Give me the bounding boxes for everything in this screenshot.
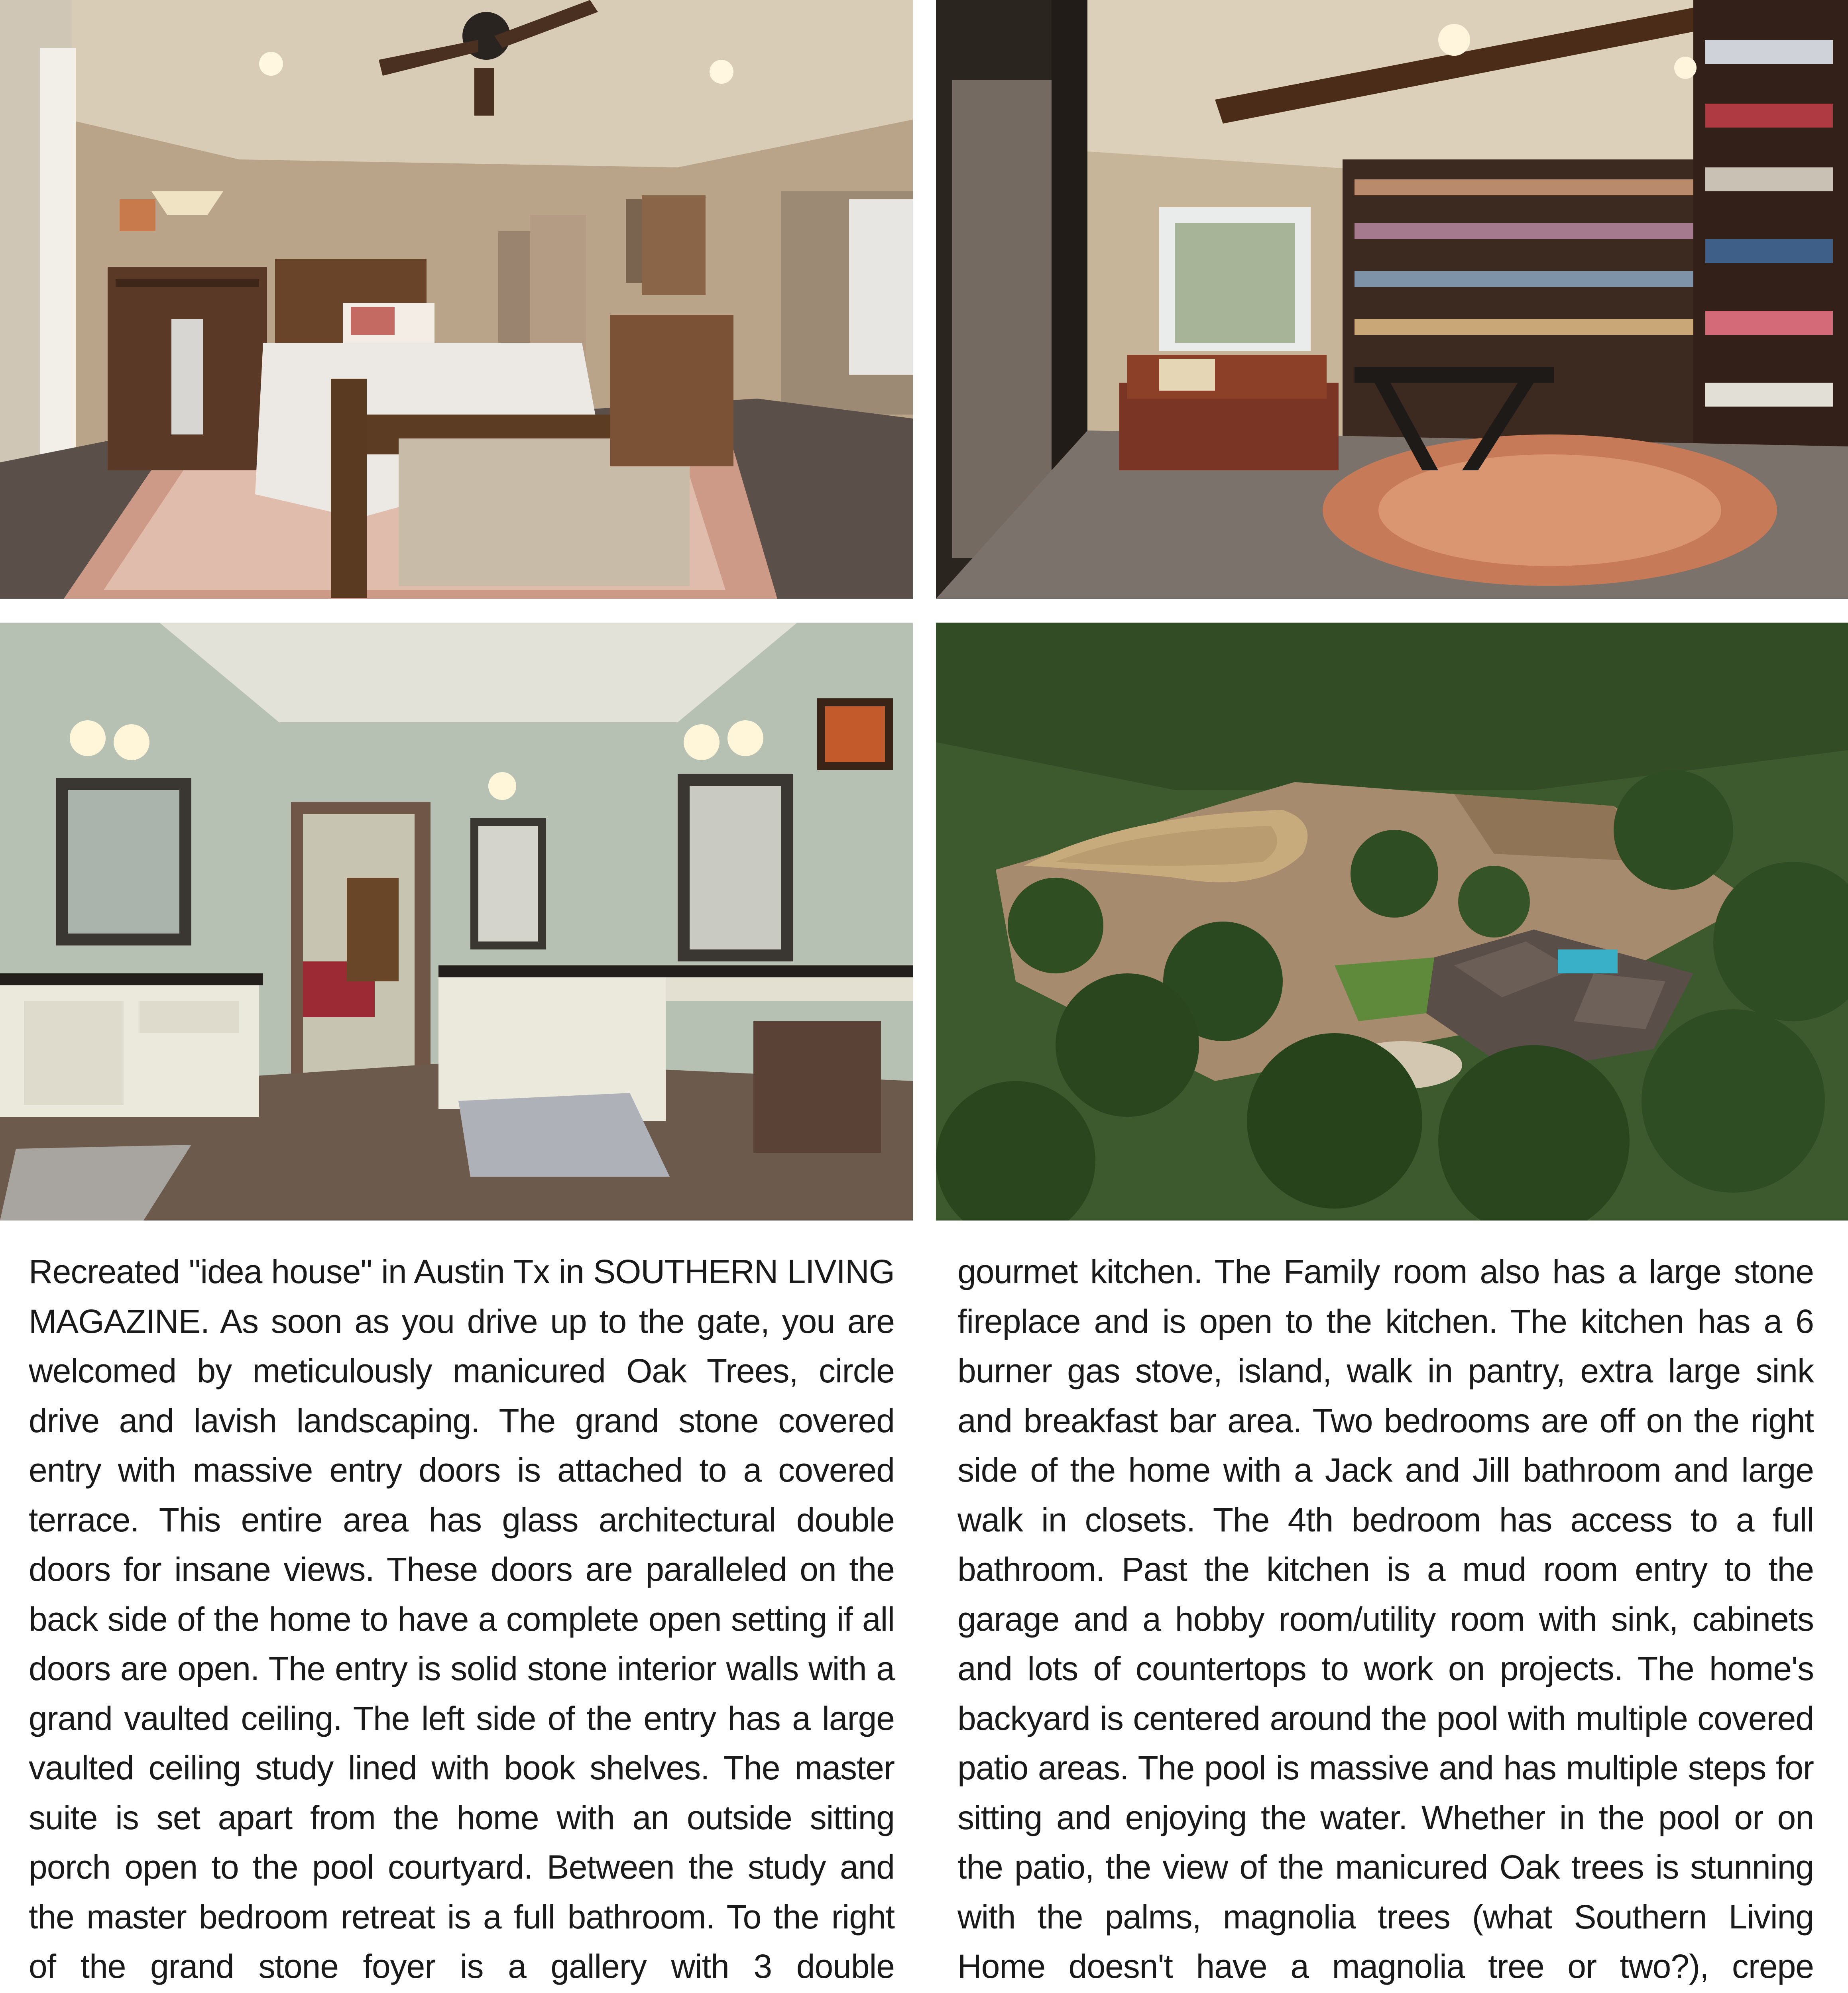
description-right-column: gourmet kitchen. The Family room also has a large stone fireplace and is open to the kitchen. The kitchen has a 6 burner gas stove, island, walk in pantry, extra large sink and breakfast bar area. Two bedrooms are off on the right side of the home with a Jack and Jill bathroom and large walk in closets. The 4th bedroom has access to a full bathroom. Past the kitchen is a mud room entry to the garage and a hobby room/utility room with sink, cabinets and lots of countertops to work on projects. The home's backyard is centered around the pool with multiple covered patio areas. The pool is massive and has multiple steps for sitting and enjoying the water. Whether in the pool or on the patio, the view of the manicured Oak trees is stunning with the palms, magnolia trees (what Southern Living Home doesn't have a magnolia tree or two?), crepe	[957, 1253, 1814, 1985]
aerial-property-photo	[936, 623, 1848, 1221]
bedroom-photo	[0, 0, 913, 599]
description-left-column: Recreated "idea house" in Austin Tx in SOUTHERN LIVING MAGAZINE. As soon as you drive up to the gate, you are welcomed by meticulously manicured Oak Trees, circle drive and lavish landscaping. The grand stone covered entry with massive entry doors is attached to a covered terrace. This entire area has glass architectural double doors for insane views. These doors are paralleled on the back side of the home to have a complete open setting if all doors are open. The entry is solid stone interior walls with a grand vaulted ceiling. The left side of the entry has a large vaulted ceiling study lined with book shelves. The master suite is set apart from the home with an outside sitting porch open to the pool courtyard. Between the study and the master bedroom retreat is a full bathroom. To the right of the grand stone foyer is a gallery with 3 double	[29, 1253, 895, 1985]
study-library-photo	[936, 0, 1848, 599]
master-bathroom-photo	[0, 623, 913, 1221]
